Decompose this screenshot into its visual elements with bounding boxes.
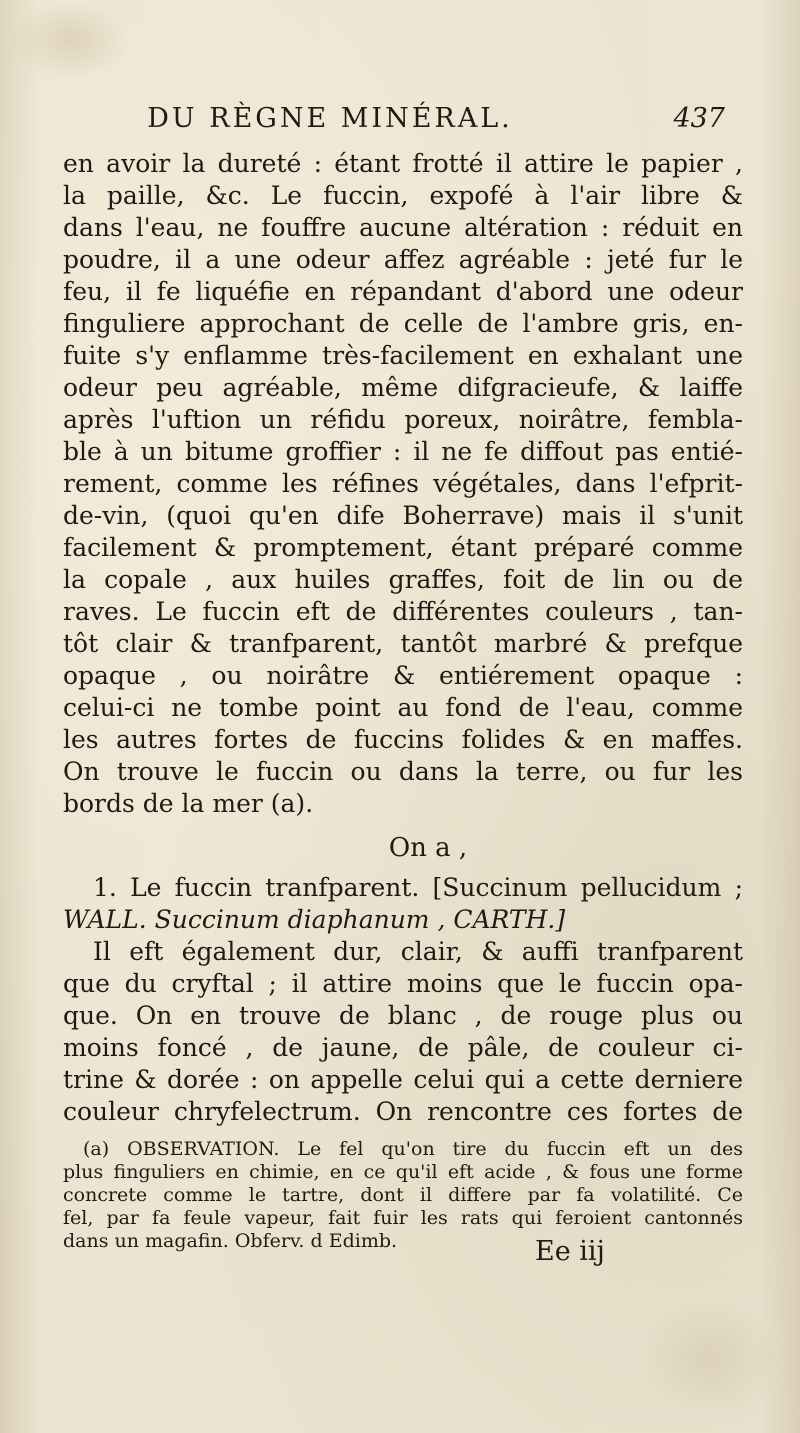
text-line: opaque , ou noirâtre & entiérement opaque : [63,661,743,690]
text-line: raves. Le fuccin eft de différentes couleurs , tan- [63,597,743,626]
main-text [53,148,743,1128]
text-line: poudre, il a une odeur affez agréable : jeté fur le [63,245,743,274]
text-line: les autres fortes de fuccins folides & en maffes. [63,725,743,754]
paper-stain [640,1300,780,1420]
text-line: On trouve le fuccin ou dans la terre, ou fur les [63,757,743,786]
text-line: trine & dorée : on appelle celui qui a cette derniere [63,1065,743,1094]
text-line: tôt clair & tranfparent, tantôt marbré & prefque [63,629,743,658]
text-line: celui-ci ne tombe point au fond de l'eau, comme [63,693,743,722]
section-intro: On a , [388,833,468,863]
text-line: finguliere approchant de celle de l'ambre gris, en- [63,309,743,338]
text-line: la copale , aux huiles graffes, foit de lin ou de [63,565,743,594]
footnote-line: plus finguliers en chimie, en ce qu'il eft acide , & fous une forme [63,1161,743,1183]
text-line: que. On en trouve de blanc , de rouge plus ou [63,1001,743,1030]
running-title: DU RÈGNE MINÉRAL. [147,103,513,134]
text-line: Il eft également dur, clair, & auffi tranfparent [93,937,743,966]
text-line: en avoir la dureté : étant frotté il attire le papier , [63,149,743,178]
text-line: de-vin, (quoi qu'en dife Boherrave) mais il s'unit [63,501,743,530]
text-line: facilement & promptement, étant préparé comme [63,533,743,562]
entry-synonyms: WALL. Succinum diaphanum , CARTH.] [63,905,566,934]
text-line: après l'uftion un réfidu poreux, noirâtre, fembla- [63,405,743,434]
text-line: dans l'eau, ne fouffre aucune altération : réduit en [63,213,743,242]
text-line: fuite s'y enflamme très-facilement en exhalant une [63,341,743,370]
footnote-block [63,1138,743,1253]
footnote-line: fel, par fa feule vapeur, fait fuir les rats qui feroient cantonnés [63,1207,743,1229]
signature-mark: Ee iij [535,1236,605,1267]
text-line: odeur peu agréable, même difgracieufe, & laiffe [63,373,743,402]
footnote-line: (a) OBSERVATION. Le fel qu'on tire du fuccin eft un des [83,1138,743,1160]
footnote-line: concrete comme le tartre, dont il differe par fa volatilité. Ce [63,1184,743,1206]
text-line: la paille, &c. Le fuccin, expofé à l'air libre & [63,181,743,210]
text-line: rement, comme les réfines végétales, dans l'efprit- [63,469,743,498]
text-line: feu, il fe liquéfie en répandant d'abord une odeur [63,277,743,306]
text-line: ble à un bitume groffier : il ne fe diffout pas entié- [63,437,743,466]
text-line: bords de la mer (a). [63,789,314,818]
text-line: moins foncé , de jaune, de pâle, de couleur ci- [63,1033,743,1062]
page-number: 437 [673,103,725,134]
paper-stain [10,0,130,80]
text-line: que du cryftal ; il attire moins que le fuccin opa- [63,969,743,998]
page-header [95,102,725,142]
text-line: couleur chryfelectrum. On rencontre ces fortes de [63,1097,743,1126]
footnote-line: dans un magafin. Obferv. d Edimb. [63,1230,398,1252]
entry-heading: 1. Le fuccin tranfparent. [Succinum pellucidum ; [93,873,743,902]
